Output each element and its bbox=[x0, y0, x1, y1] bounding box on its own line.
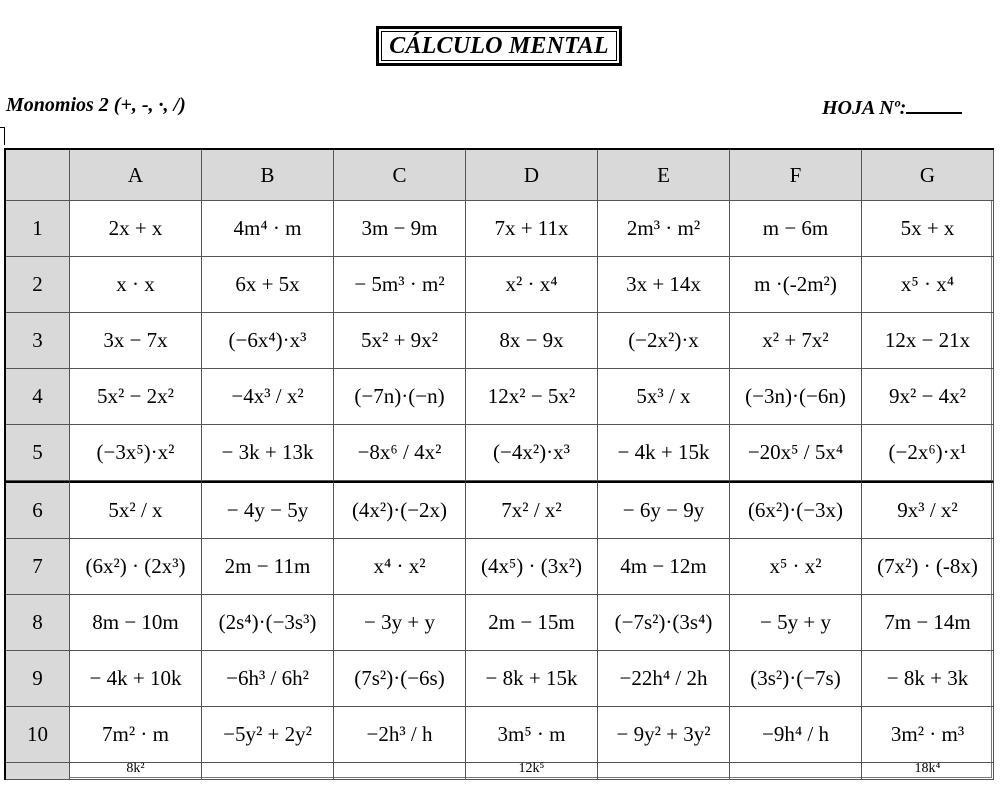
exercise-cell: −20x⁵ / 5x⁴ bbox=[730, 425, 862, 481]
table-row bbox=[6, 313, 994, 369]
exercise-cell: x⁵ · x⁴ bbox=[862, 257, 994, 313]
exercise-cell bbox=[730, 763, 862, 780]
table-row bbox=[6, 539, 994, 595]
exercise-cell: 7m² · m bbox=[70, 707, 202, 763]
row-header: 10 bbox=[6, 707, 70, 763]
exercise-cell: 7x + 11x bbox=[466, 201, 598, 257]
column-header: B bbox=[202, 150, 334, 201]
column-header-row bbox=[6, 150, 994, 201]
exercise-cell: 8x − 9x bbox=[466, 313, 598, 369]
exercise-cell: 3x + 14x bbox=[598, 257, 730, 313]
exercise-cell: 9x³ / x² bbox=[862, 481, 994, 539]
exercise-cell: 8k² bbox=[70, 763, 202, 780]
table-row bbox=[6, 425, 994, 481]
exercise-cell: (−3n)·(−6n) bbox=[730, 369, 862, 425]
exercise-cell: −8x⁶ / 4x² bbox=[334, 425, 466, 481]
exercise-cell: − 4y − 5y bbox=[202, 481, 334, 539]
exercise-cell bbox=[202, 763, 334, 780]
exercise-cell: (−3x⁵)·x² bbox=[70, 425, 202, 481]
exercise-cell: 4m − 12m bbox=[598, 539, 730, 595]
column-header: G bbox=[862, 150, 994, 201]
exercise-cell: 12x − 21x bbox=[862, 313, 994, 369]
row-header: 9 bbox=[6, 651, 70, 707]
sheet-label: HOJA Nº: bbox=[822, 97, 907, 119]
table-row bbox=[6, 257, 994, 313]
exercise-cell: (2s⁴)·(−3s³) bbox=[202, 595, 334, 651]
exercise-cell: −22h⁴ / 2h bbox=[598, 651, 730, 707]
table-row bbox=[6, 369, 994, 425]
title-box bbox=[376, 26, 622, 66]
exercise-cell: (−4x²)·x³ bbox=[466, 425, 598, 481]
exercise-cell: (3s²)·(−7s) bbox=[730, 651, 862, 707]
exercise-cell: 18k⁴ bbox=[862, 763, 994, 780]
exercise-cell: (7s²)·(−6s) bbox=[334, 651, 466, 707]
exercise-cell: 3m⁵ · m bbox=[466, 707, 598, 763]
exercise-cell: −2h³ / h bbox=[334, 707, 466, 763]
exercise-cell: − 5y + y bbox=[730, 595, 862, 651]
exercise-cell: − 8k + 3k bbox=[862, 651, 994, 707]
row-header: 4 bbox=[6, 369, 70, 425]
exercise-cell: 2m³ · m² bbox=[598, 201, 730, 257]
exercise-cell: − 3k + 13k bbox=[202, 425, 334, 481]
exercise-cell: − 9y² + 3y² bbox=[598, 707, 730, 763]
exercise-cell: − 6y − 9y bbox=[598, 481, 730, 539]
exercise-cell: (−7s²)·(3s⁴) bbox=[598, 595, 730, 651]
exercise-cell: −4x³ / x² bbox=[202, 369, 334, 425]
exercise-cell: (−2x⁶)·x¹ bbox=[862, 425, 994, 481]
exercise-cell: x⁴ · x² bbox=[334, 539, 466, 595]
exercise-cell: x · x bbox=[70, 257, 202, 313]
row-header: 8 bbox=[6, 595, 70, 651]
row-header bbox=[6, 763, 70, 780]
exercise-cell bbox=[598, 763, 730, 780]
exercise-cell bbox=[334, 763, 466, 780]
exercise-cell: 3x − 7x bbox=[70, 313, 202, 369]
corner-cell bbox=[6, 150, 70, 201]
exercise-cell: (−6x⁴)·x³ bbox=[202, 313, 334, 369]
table-row bbox=[6, 201, 994, 257]
exercise-cell: (−2x²)·x bbox=[598, 313, 730, 369]
table-row bbox=[6, 595, 994, 651]
exercise-cell: −6h³ / 6h² bbox=[202, 651, 334, 707]
exercise-cell: (4x⁵) · (3x²) bbox=[466, 539, 598, 595]
exercise-cell: 2m − 15m bbox=[466, 595, 598, 651]
sheet-number-blank[interactable] bbox=[906, 94, 962, 114]
row-header: 3 bbox=[6, 313, 70, 369]
row-header: 2 bbox=[6, 257, 70, 313]
sheet-number bbox=[822, 94, 962, 120]
column-header: A bbox=[70, 150, 202, 201]
exercise-cell: − 4k + 15k bbox=[598, 425, 730, 481]
exercise-cell: (6x²)·(−3x) bbox=[730, 481, 862, 539]
exercise-cell: 6x + 5x bbox=[202, 257, 334, 313]
column-header: C bbox=[334, 150, 466, 201]
exercise-cell: 7x² / x² bbox=[466, 481, 598, 539]
exercise-cell: 4m⁴ · m bbox=[202, 201, 334, 257]
text-cursor-mark bbox=[0, 127, 5, 145]
exercise-cell: x² + 7x² bbox=[730, 313, 862, 369]
exercise-cell: 8m − 10m bbox=[70, 595, 202, 651]
row-header: 7 bbox=[6, 539, 70, 595]
row-header: 5 bbox=[6, 425, 70, 481]
exercise-cell: x⁵ · x² bbox=[730, 539, 862, 595]
exercise-cell: x² · x⁴ bbox=[466, 257, 598, 313]
exercise-cell: 12x² − 5x² bbox=[466, 369, 598, 425]
exercise-cell: 3m − 9m bbox=[334, 201, 466, 257]
exercise-cell: 9x² − 4x² bbox=[862, 369, 994, 425]
exercise-cell: 5x² / x bbox=[70, 481, 202, 539]
exercise-cell: 2m − 11m bbox=[202, 539, 334, 595]
exercise-cell: 2x + x bbox=[70, 201, 202, 257]
exercise-cell: m ·(-2m²) bbox=[730, 257, 862, 313]
exercise-cell: 5x² + 9x² bbox=[334, 313, 466, 369]
exercise-cell: (4x²)·(−2x) bbox=[334, 481, 466, 539]
column-header: D bbox=[466, 150, 598, 201]
exercise-cell: − 3y + y bbox=[334, 595, 466, 651]
exercise-cell: − 8k + 15k bbox=[466, 651, 598, 707]
exercise-cell: 3m² · m³ bbox=[862, 707, 994, 763]
exercise-cell: m − 6m bbox=[730, 201, 862, 257]
exercise-cell: 7m − 14m bbox=[862, 595, 994, 651]
page-title: CÁLCULO MENTAL bbox=[389, 32, 609, 59]
row-header: 1 bbox=[6, 201, 70, 257]
column-header: E bbox=[598, 150, 730, 201]
table-row-partial bbox=[6, 763, 994, 780]
exercise-cell: −9h⁴ / h bbox=[730, 707, 862, 763]
column-header: F bbox=[730, 150, 862, 201]
exercise-cell: 5x² − 2x² bbox=[70, 369, 202, 425]
exercise-cell: (6x²) · (2x³) bbox=[70, 539, 202, 595]
exercise-table bbox=[4, 148, 994, 780]
row-header: 6 bbox=[6, 481, 70, 539]
exercise-cell: 5x³ / x bbox=[598, 369, 730, 425]
table-row bbox=[6, 481, 994, 539]
exercise-cell: (7x²) · (-8x) bbox=[862, 539, 994, 595]
table-row bbox=[6, 707, 994, 763]
exercise-cell: − 4k + 10k bbox=[70, 651, 202, 707]
table-row bbox=[6, 651, 994, 707]
worksheet-subtitle: Monomios 2 (+, -, ·, /) bbox=[6, 94, 186, 116]
exercise-cell: − 5m³ · m² bbox=[334, 257, 466, 313]
exercise-cell: 5x + x bbox=[862, 201, 994, 257]
exercise-cell: 12k⁵ bbox=[466, 763, 598, 780]
exercise-cell: (−7n)·(−n) bbox=[334, 369, 466, 425]
exercise-cell: −5y² + 2y² bbox=[202, 707, 334, 763]
